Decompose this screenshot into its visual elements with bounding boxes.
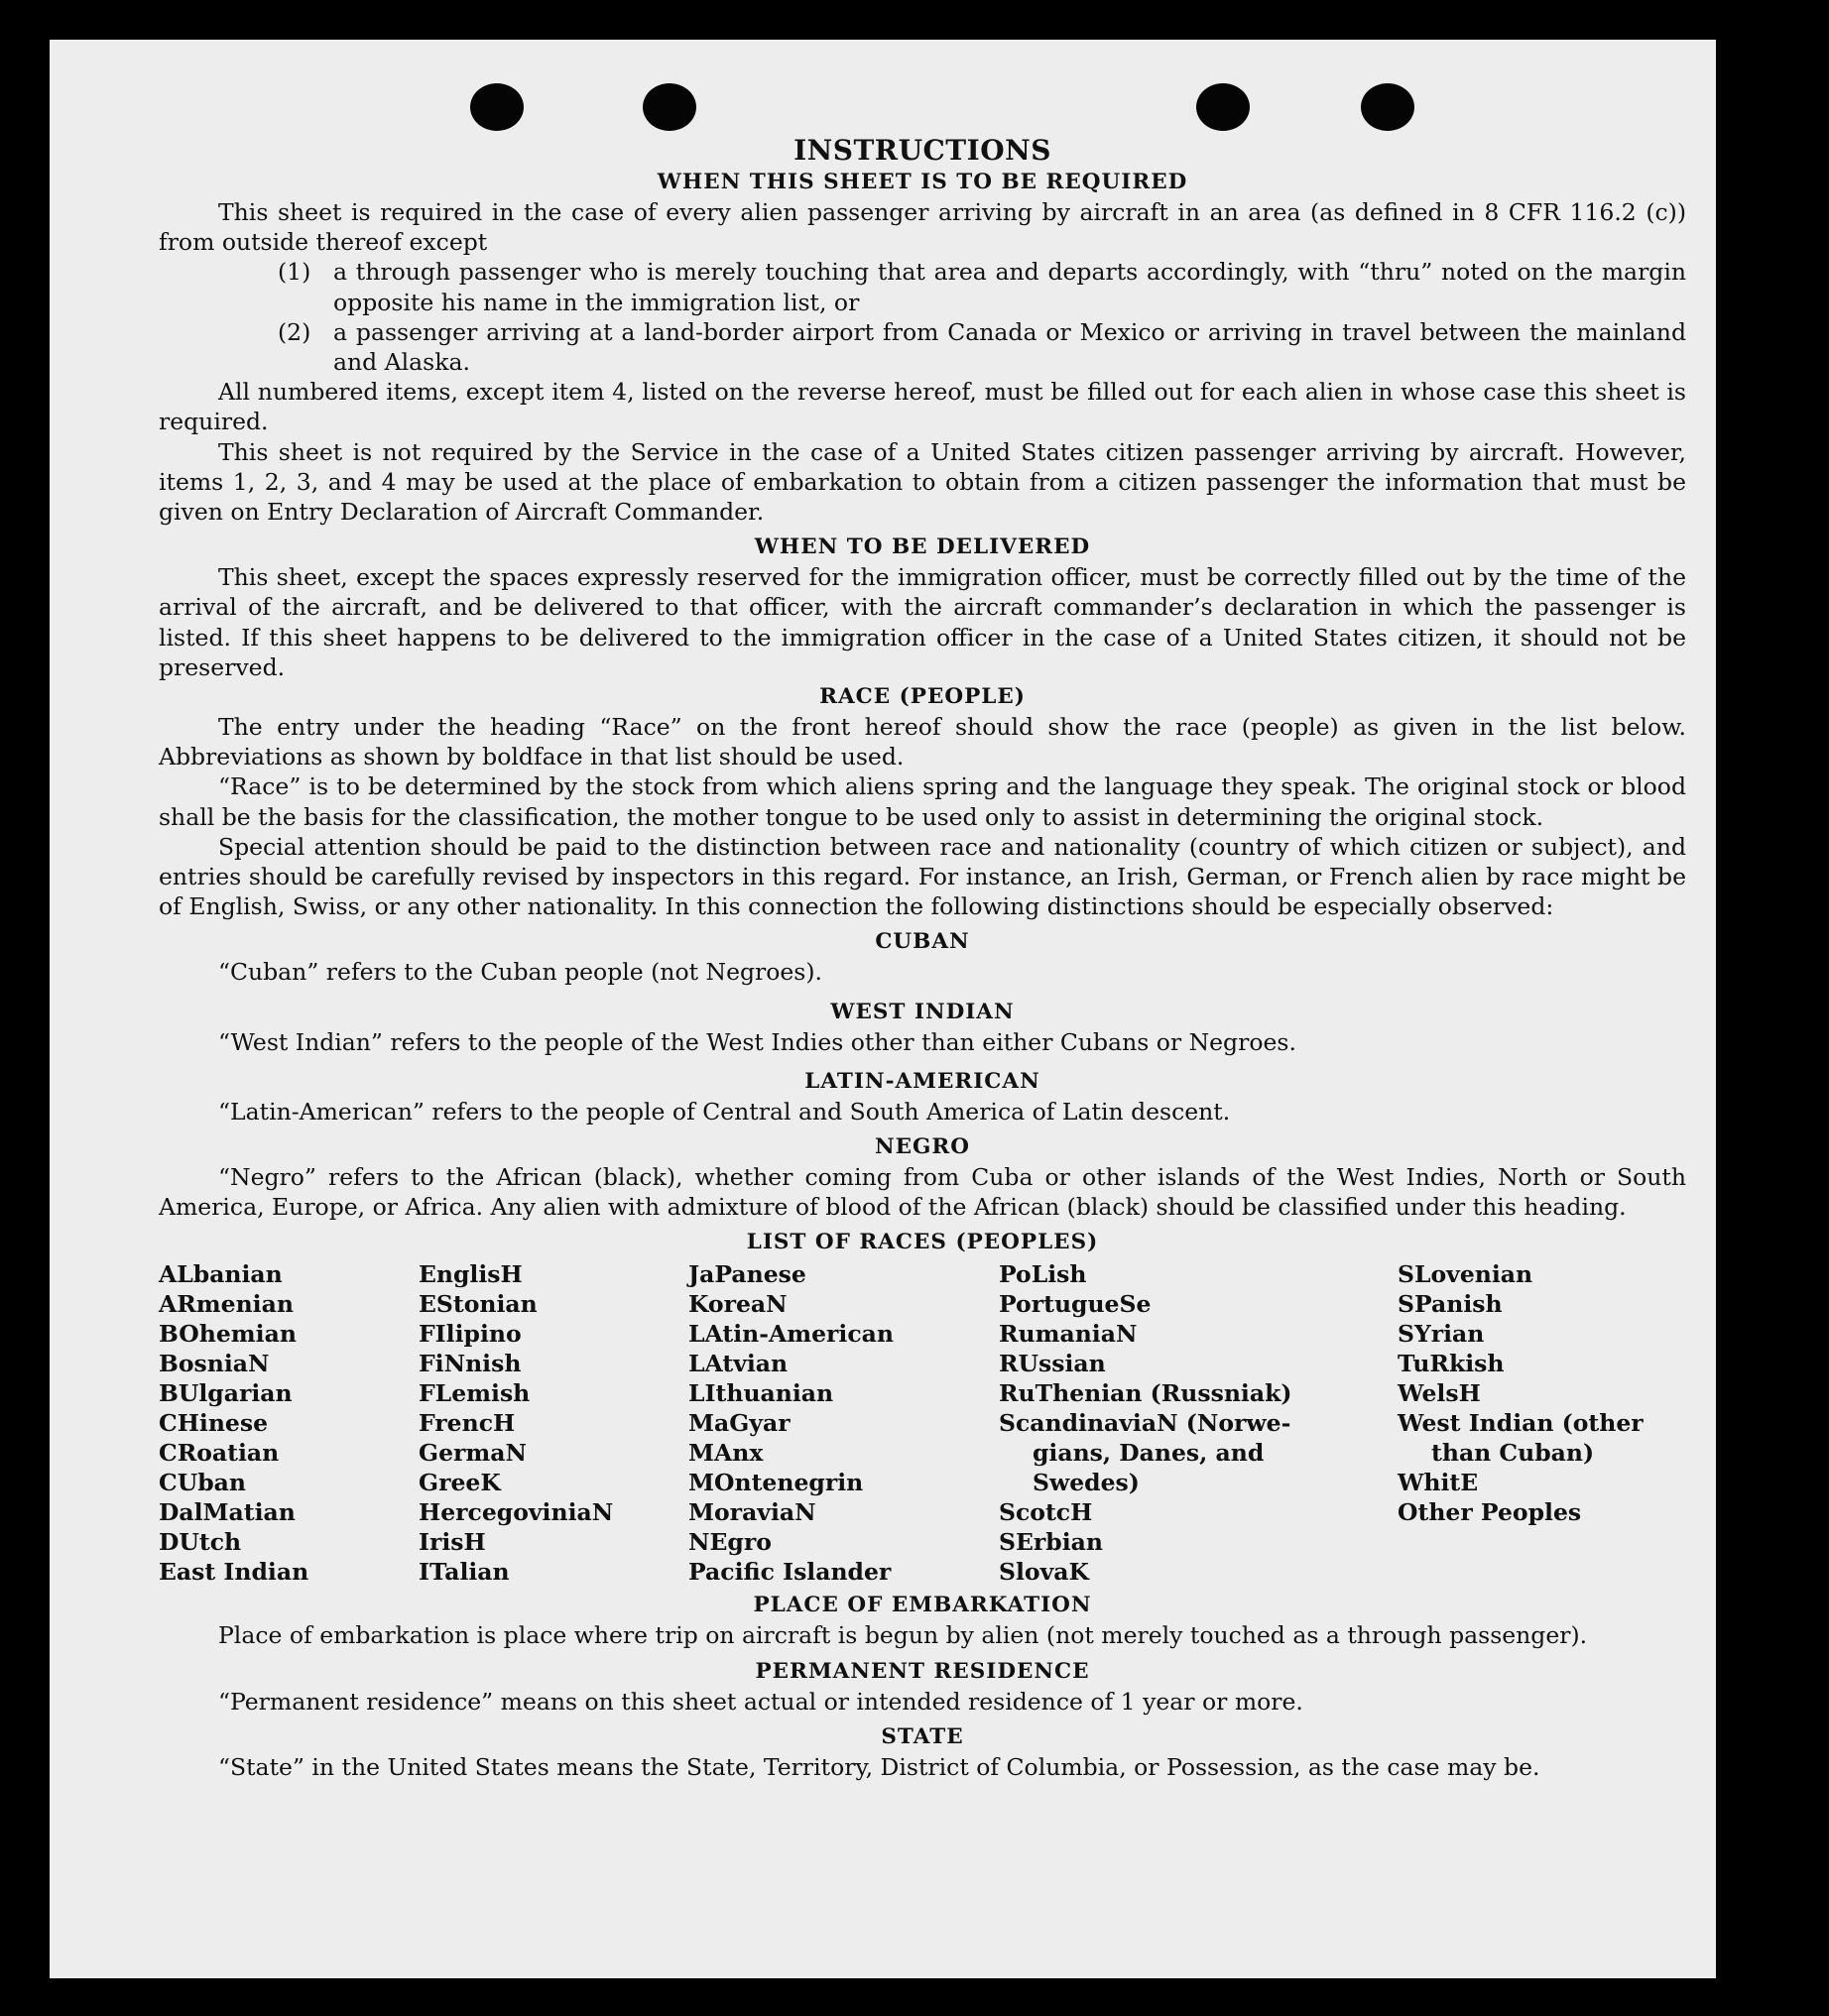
paragraph: “Cuban” refers to the Cuban people (not Negroes).	[218, 958, 823, 987]
race-entry: SPanish	[1398, 1290, 1503, 1319]
race-entry: Other Peoples	[1398, 1498, 1582, 1527]
race-entry: CRoatian	[159, 1439, 280, 1468]
race-entry: LIthuanian	[688, 1379, 834, 1408]
section-heading-latin-american: LATIN-AMERICAN	[804, 1068, 1040, 1094]
race-entry: FLemish	[419, 1379, 531, 1408]
paragraph: “Latin-American” refers to the people of Central and South America of Latin descent.	[218, 1097, 1231, 1126]
race-entry: WelsH	[1398, 1379, 1481, 1408]
race-entry: CUban	[159, 1469, 246, 1497]
race-entry: East Indian	[159, 1558, 309, 1587]
race-entry: SErbian	[999, 1528, 1103, 1557]
section-heading-embarkation: PLACE OF EMBARKATION	[753, 1593, 1092, 1618]
race-entry: SlovaK	[999, 1558, 1089, 1587]
race-entry: CHinese	[159, 1409, 269, 1438]
punch-hole	[470, 83, 524, 131]
races-column-5	[1398, 1259, 1686, 1587]
section-heading-west-indian: WEST INDIAN	[830, 999, 1015, 1024]
section-heading-state: STATE	[881, 1723, 964, 1749]
race-entry: BUlgarian	[159, 1379, 293, 1408]
section-heading-when-delivered: WHEN TO BE DELIVERED	[754, 534, 1091, 560]
race-entry: ITalian	[419, 1558, 510, 1587]
section-heading-cuban: CUBAN	[875, 929, 970, 955]
races-column-3	[688, 1259, 999, 1587]
race-entry: ALbanian	[159, 1260, 283, 1289]
race-entry: RumaniaN	[999, 1320, 1138, 1349]
race-entry: TuRkish	[1398, 1350, 1505, 1378]
paragraph: “West Indian” refers to the people of the West Indies other than either Cubans or Negroes.	[218, 1027, 1296, 1056]
race-entry: EStonian	[419, 1290, 538, 1319]
punch-hole	[1196, 83, 1250, 131]
race-entry: FIlipino	[419, 1320, 522, 1349]
races-column-1	[159, 1259, 419, 1587]
page-title: INSTRUCTIONS	[793, 134, 1051, 167]
document-sheet	[50, 40, 1716, 1978]
race-entry: MaGyar	[688, 1409, 791, 1438]
race-entry: ScotcH	[999, 1498, 1093, 1527]
races-list	[159, 1259, 1686, 1587]
race-entry: DalMatian	[159, 1498, 296, 1527]
punch-hole	[643, 83, 696, 131]
race-entry: Pacific Islander	[688, 1558, 892, 1587]
race-entry: KoreaN	[688, 1290, 788, 1319]
item-number: (1)	[278, 258, 311, 287]
section-heading-races-list: LIST OF RACES (PEOPLES)	[746, 1230, 1099, 1255]
race-entry: WhitE	[1398, 1469, 1479, 1497]
race-entry: BosniaN	[159, 1350, 270, 1378]
document-body	[159, 134, 1686, 1782]
numbered-item	[278, 257, 1686, 316]
race-entry: FiNnish	[419, 1350, 522, 1378]
race-entry: NEgro	[688, 1528, 772, 1557]
race-entry: PortugueSe	[999, 1290, 1152, 1319]
races-column-4	[999, 1259, 1398, 1587]
race-entry: HercegoviniaN	[419, 1498, 614, 1527]
paragraph: Special attention should be paid to the distinction between race and nationality (country of which citizen or subject), and entries should be carefully revised by inspectors in this regard. For instance, an Irish, German, or French alien by race might be of English, Swiss, or any other nationality. In this connection the following distinctions should be especially observed:	[159, 832, 1686, 921]
numbered-item	[278, 317, 1686, 377]
race-entry: ARmenian	[159, 1290, 294, 1319]
race-entry: MAnx	[688, 1439, 764, 1468]
race-entry: MoraviaN	[688, 1498, 816, 1527]
section-heading-residence: PERMANENT RESIDENCE	[755, 1658, 1090, 1684]
race-entry: MOntenegrin	[688, 1469, 864, 1497]
section-heading-race: RACE (PEOPLE)	[819, 684, 1026, 710]
paragraph: “Negro” refers to the African (black), whether coming from Cuba or other islands of the West Indies, North or South America, Europe, or Africa. Any alien with admixture of blood of the African (black) should be classified under this heading.	[159, 1163, 1686, 1222]
race-entry: RuThenian (Russniak)	[999, 1379, 1292, 1408]
race-entry: PoLish	[999, 1260, 1087, 1289]
race-entry: IrisH	[419, 1528, 486, 1557]
race-entry: SYrian	[1398, 1320, 1485, 1349]
paragraph: This sheet is required in the case of every alien passenger arriving by aircraft in an area (as defined in 8 CFR 116.2 (c)) from outside thereof except	[159, 198, 1686, 257]
race-entry: JaPanese	[688, 1260, 806, 1289]
paragraph: “Race” is to be determined by the stock from which aliens spring and the language they speak. The original stock or blood shall be the basis for the classification, the mother tongue to be used only to assist in determining the original stock.	[159, 772, 1686, 831]
race-entry: West Indian (other	[1398, 1409, 1644, 1438]
paragraph: Place of embarkation is place where trip on aircraft is begun by alien (not merely touched as a through passenger).	[218, 1621, 1588, 1650]
race-entry: FrencH	[419, 1409, 516, 1438]
paragraph: All numbered items, except item 4, listed on the reverse hereof, must be filled out for each alien in whose case this sheet is required.	[159, 378, 1686, 436]
race-entry: LAtin-American	[688, 1320, 894, 1349]
race-entry: BOhemian	[159, 1320, 297, 1349]
item-text: a through passenger who is merely touching that area and departs accordingly, with “thru” noted on the margin opposite his name in the immigration list, or	[333, 258, 1686, 316]
item-text: a passenger arriving at a land-border airport from Canada or Mexico or arriving in travel between the mainland and Alaska.	[333, 317, 1686, 377]
race-entry: ScandinaviaN (Norwe-	[999, 1409, 1291, 1438]
item-number: (2)	[278, 317, 311, 346]
paragraph: The entry under the heading “Race” on the front hereof should show the race (people) as given in the list below. Abbreviations as shown by boldface in that list should be used.	[159, 713, 1686, 771]
paragraph: This sheet is not required by the Service in the case of a United States citizen passenger arriving by aircraft. However, items 1, 2, 3, and 4 may be used at the place of embarkation to obtain from a citizen passenger the information that must be given on Entry Declaration of Aircraft Commander.	[159, 437, 1686, 527]
races-column-2	[419, 1259, 688, 1587]
race-entry-continued: gians, Danes, and	[1033, 1439, 1265, 1468]
paragraph: This sheet, except the spaces expressly reserved for the immigration officer, must be correctly filled out by the time of the arrival of the aircraft, and be delivered to that officer, with the aircraft commander’s declaration in which the passenger is listed. If this sheet happens to be delivered to the immigration officer in the case of a United States citizen, it should not be preserved.	[159, 563, 1686, 681]
race-entry: GreeK	[419, 1469, 501, 1497]
race-entry: RUssian	[999, 1350, 1106, 1378]
race-entry-continued: Swedes)	[1033, 1469, 1140, 1497]
punch-hole	[1361, 83, 1414, 131]
section-heading-when-required: WHEN THIS SHEET IS TO BE REQUIRED	[657, 170, 1188, 194]
race-entry: SLovenian	[1398, 1260, 1533, 1289]
paragraph: “Permanent residence” means on this sheet actual or intended residence of 1 year or more.	[218, 1687, 1303, 1716]
race-entry-continued: than Cuban)	[1431, 1439, 1595, 1468]
paragraph: “State” in the United States means the State, Territory, District of Columbia, or Possession, as the case may be.	[218, 1752, 1540, 1781]
race-entry: EnglisH	[419, 1260, 523, 1289]
race-entry: DUtch	[159, 1528, 242, 1557]
section-heading-negro: NEGRO	[875, 1134, 970, 1160]
race-entry: LAtvian	[688, 1350, 789, 1378]
race-entry: GermaN	[419, 1439, 527, 1468]
